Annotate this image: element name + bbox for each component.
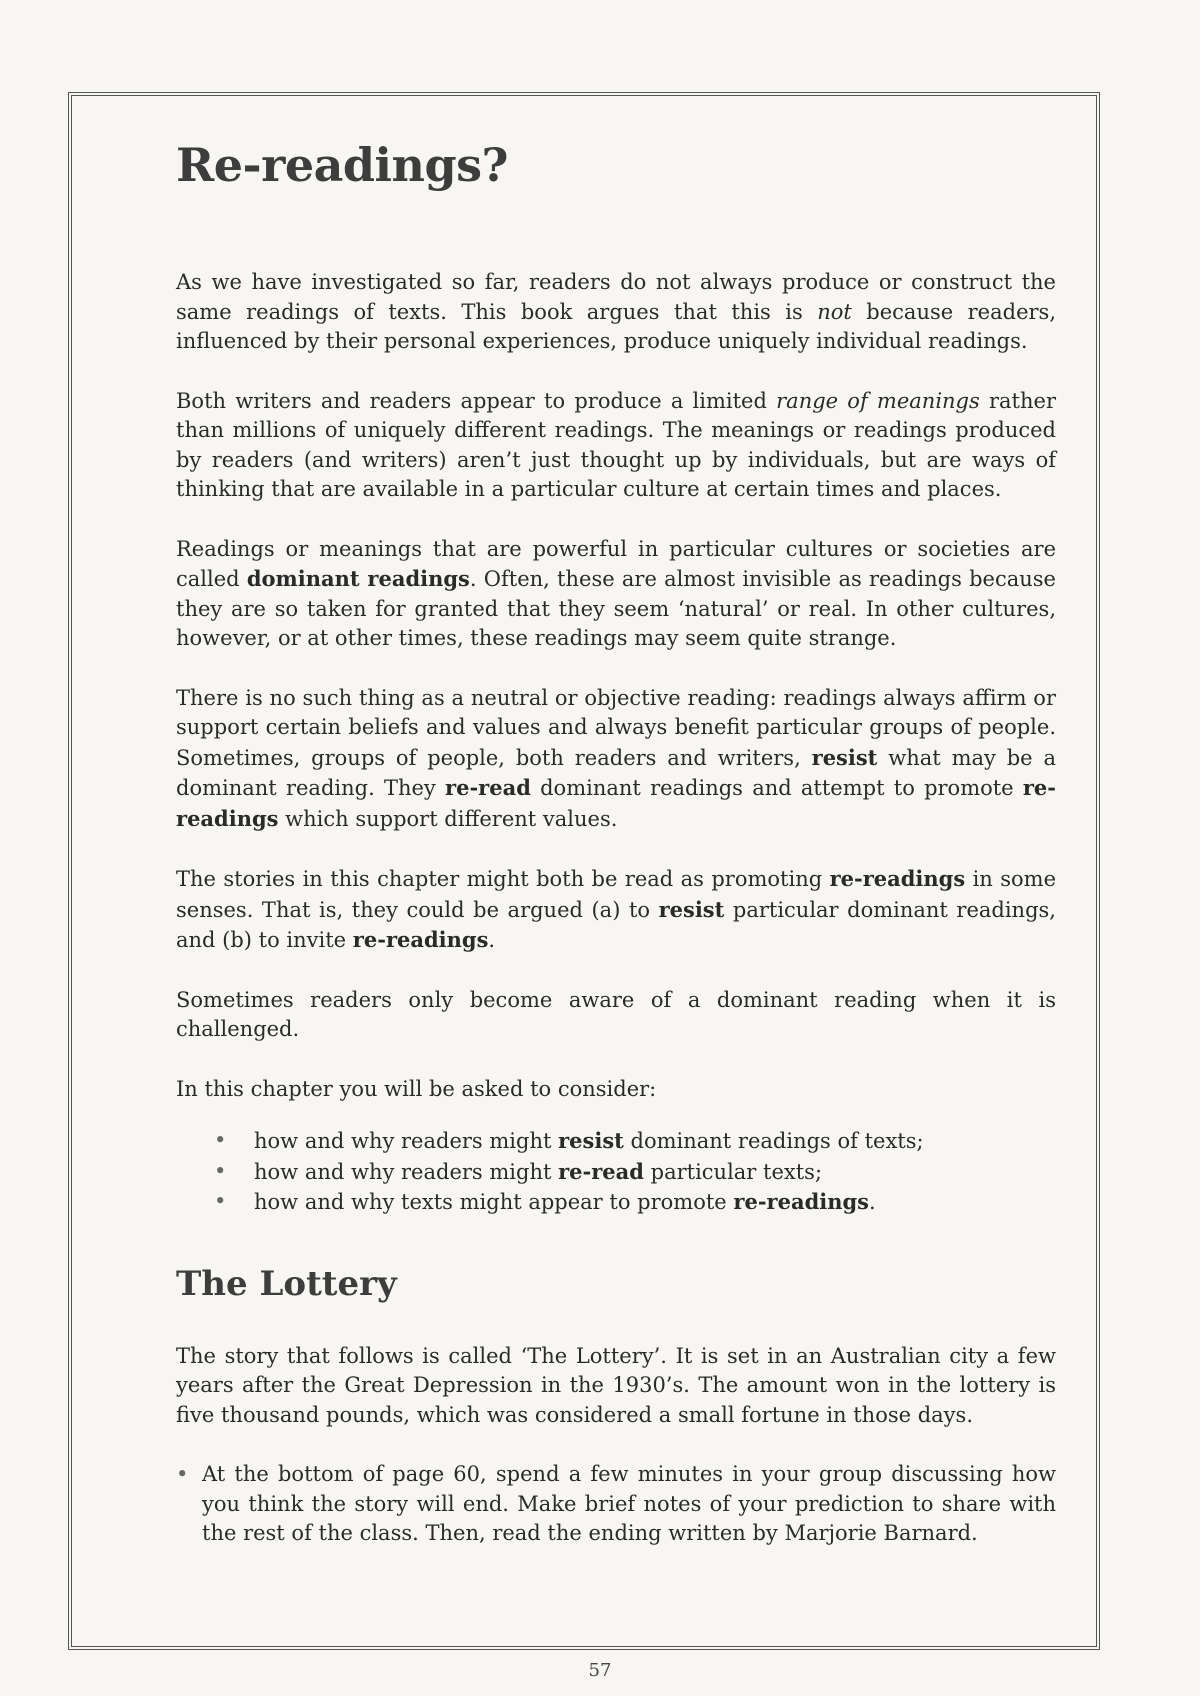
term-dominant-readings: dominant readings — [246, 566, 470, 591]
consider-list — [176, 1126, 1056, 1218]
term-resist: resist — [658, 896, 725, 922]
term-resist: resist — [811, 744, 878, 770]
emphasis-range-of-meanings: range of meanings — [776, 388, 980, 413]
paragraph-5: The stories in this chapter might both be read as promoting re-readings in some senses. That is, they could be argued (a) to resist particular dominant readings, and (b) to invite re-readings. — [176, 866, 1056, 952]
bullet-icon: • — [176, 1462, 189, 1486]
emphasis-not: not — [817, 299, 852, 324]
paragraph-4: There is no such thing as a neutral or objective reading: readings always affirm or support certain beliefs and values and always benefit particular groups of people. Sometimes, groups of people, both readers and writers, resist what may be a dominant reading. They re-read dominant readings and attempt to promote re-readings which support different values. — [176, 685, 1056, 831]
term-re-readings: re-readings — [352, 927, 489, 952]
term-re-readings: re-readings — [829, 866, 966, 891]
chapter-title: Re-readings? — [176, 138, 508, 192]
list-item: • how and why readers might re-read particular texts; — [214, 1157, 1056, 1188]
section-title: The Lottery — [176, 1263, 397, 1304]
list-item: • how and why texts might appear to promote re-readings. — [214, 1187, 1056, 1218]
paragraph-2: Both writers and readers appear to produce a limited range of meanings rather than millions of uniquely different readings. The meanings or readings produced by readers (and writers) aren’t just thought up by individuals, but are ways of thinking that are available in a particular culture at certain times and places. — [176, 388, 1056, 501]
task-text: At the bottom of page 60, spend a few minutes in your group discussing how you think the story will end. Make brief notes of your prediction to share with the rest of the class. Then, read the ending written by Marjorie Barnard. — [202, 1462, 1056, 1545]
paragraph-3: Readings or meanings that are powerful in particular cultures or societies are called dominant readings. Often, these are almost invisible as readings because they are so taken for granted that they seem ‘natural’ or real. In other cultures, however, or at other times, these readings may seem quite strange. — [176, 536, 1056, 650]
page-number: 57 — [588, 1660, 612, 1681]
paragraph-7: In this chapter you will be asked to consider: — [176, 1076, 657, 1101]
term-re-readings: re-readings — [176, 775, 1056, 831]
term-re-read: re-read — [445, 775, 531, 800]
page-content — [176, 138, 1056, 1549]
paragraph-1: As we have investigated so far, readers do not always produce or construct the same readings of texts. This book argues that this is not because readers, influenced by their personal experiences, produce uniquely individual readings. — [176, 270, 1056, 353]
paragraph-6: Sometimes readers only become aware of a dominant reading when it is challenged. — [176, 987, 1056, 1041]
task-item — [176, 1460, 1056, 1549]
paragraph-8: The story that follows is called ‘The Lottery’. It is set in an Australian city a few years after the Great Depression in the 1930’s. The amount won in the lottery is five thousand pounds, which was considered a small fortune in those days. — [176, 1343, 1056, 1427]
list-item: • how and why readers might resist dominant readings of texts; — [214, 1126, 1056, 1157]
